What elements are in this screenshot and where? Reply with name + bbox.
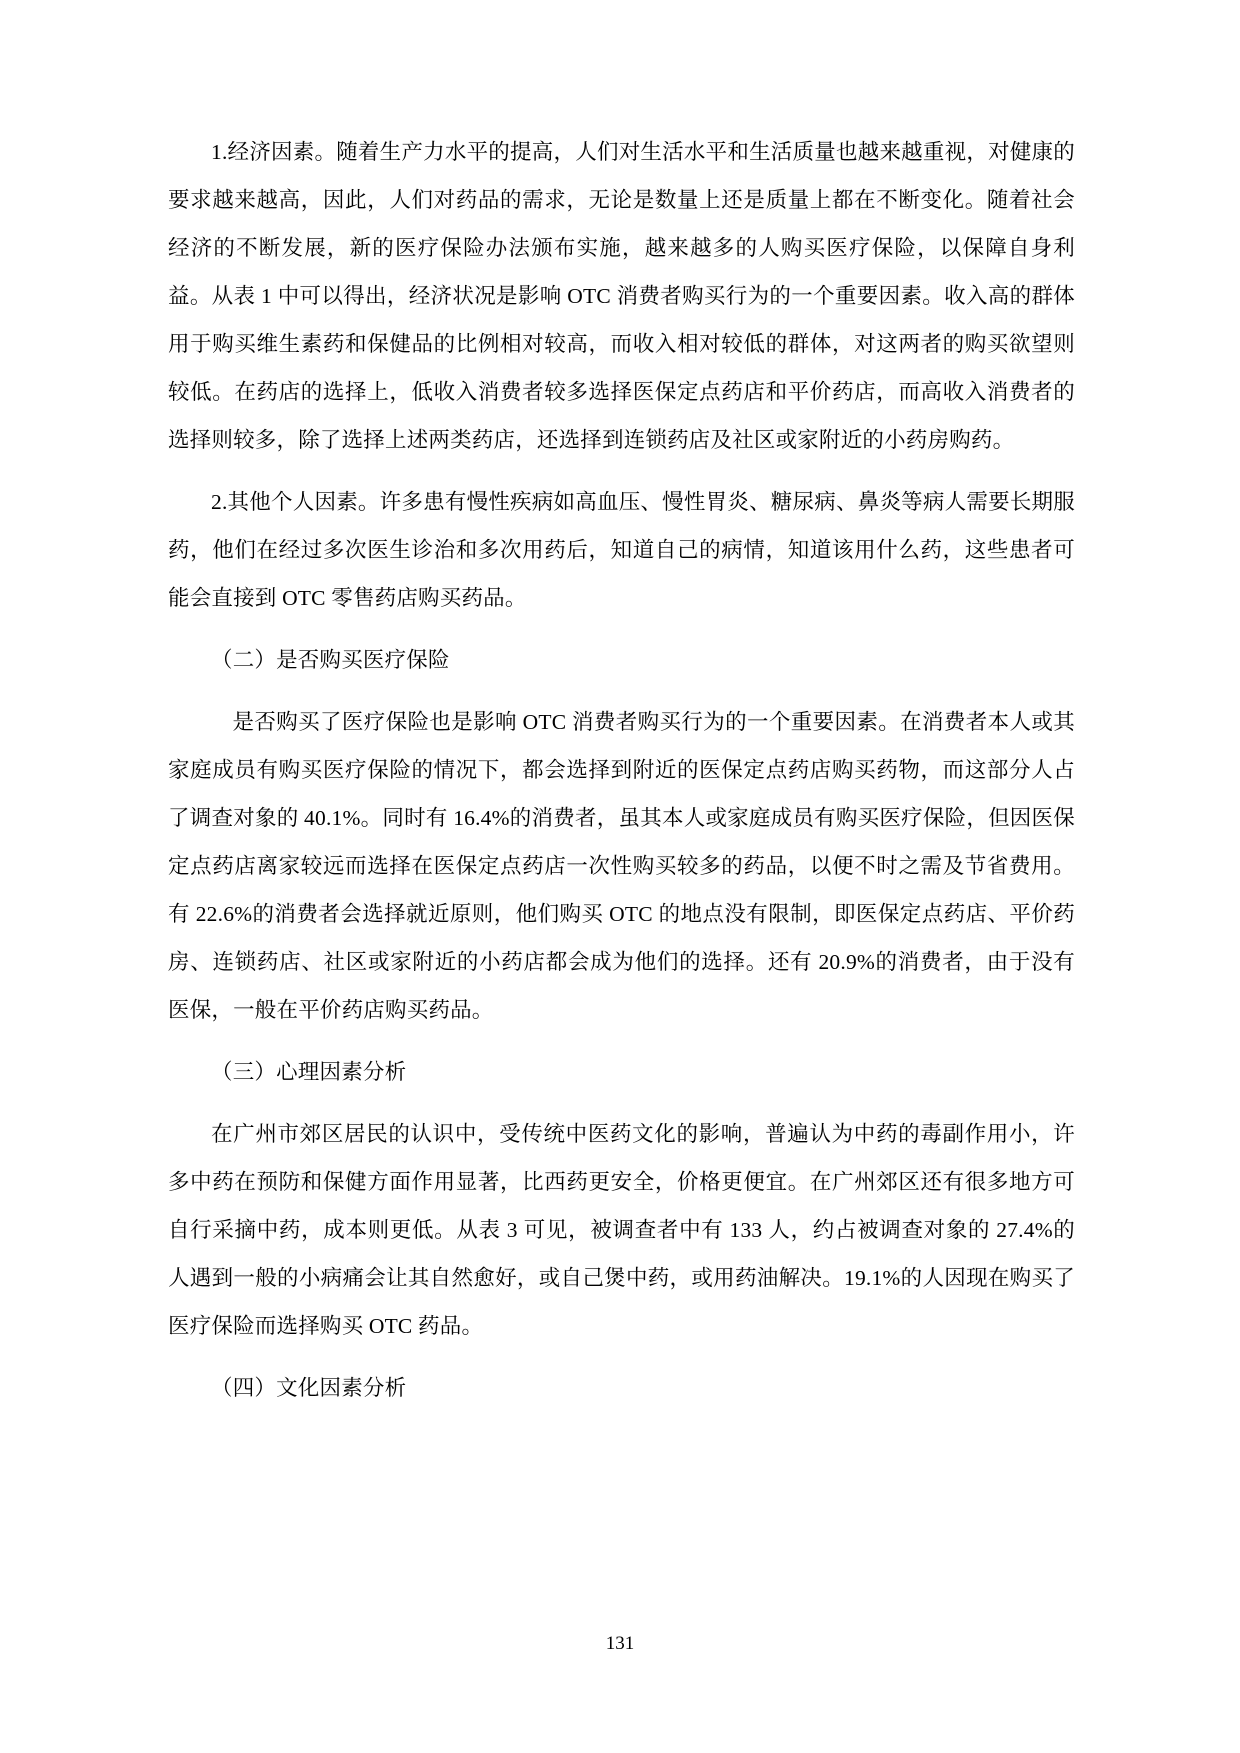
paragraph-psychological-analysis: 在广州市郊区居民的认识中，受传统中医药文化的影响，普遍认为中药的毒副作用小，许多中药在预防和保健方面作用显著，比西药更安全，价格更便宜。在广州郊区还有很多地方可自行采摘中药，成本则更低。从表 3 可见，被调查者中有 133 人，约占被调查对象的 27.4%的人遇到一般的小病痛会让其自然愈好，或自己煲中药，或用药油解决。19.1%的人因现在购买了医疗保险而选择购买 OTC 药品。 bbox=[168, 1122, 1075, 1338]
paragraph-economic-factors: 1.经济因素。随着生产力水平的提高，人们对生活水平和生活质量也越来越重视，对健康的要求越来越高，因此，人们对药品的需求，无论是数量上还是质量上都在不断变化。随着社会经济的不断发展，新的医疗保险办法颁布实施，越来越多的人购买医疗保险，以保障自身利益。从表 1 中可以得出，经济状况是影响 OTC 消费者购买行为的一个重要因素。收入高的群体用于购买维生素药和保健品的比例相对较高，而收入相对较低的群体，对这两者的购买欲望则较低。在药店的选择上，低收入消费者较多选择医保定点药店和平价药店，而高收入消费者的选择则较多，除了选择上述两类药店，还选择到连锁药店及社区或家附近的小药房购药。 bbox=[168, 140, 1075, 452]
heading-section-psychological: （三）心理因素分析 bbox=[211, 1060, 407, 1084]
paragraph-other-personal-factors: 2.其他个人因素。许多患有慢性疾病如高血压、慢性胃炎、糖尿病、鼻炎等病人需要长期服药，他们在经过多次医生诊治和多次用药后，知道自己的病情，知道该用什么药，这些患者可能会直接到 OTC 零售药店购买药品。 bbox=[168, 490, 1075, 610]
page-number: 131 bbox=[605, 1633, 635, 1654]
heading-section-cultural: （四）文化因素分析 bbox=[211, 1376, 407, 1400]
heading-section-insurance: （二）是否购买医疗保险 bbox=[211, 648, 450, 672]
paragraph-insurance-analysis: 是否购买了医疗保险也是影响 OTC 消费者购买行为的一个重要因素。在消费者本人或其家庭成员有购买医疗保险的情况下，都会选择到附近的医保定点药店购买药物，而这部分人占了调查对象的 40.1%。同时有 16.4%的消费者，虽其本人或家庭成员有购买医疗保险，但因医保定点药店离家较远而选择在医保定点药店一次性购买较多的药品，以便不时之需及节省费用。有 22.6%的消费者会选择就近原则，他们购买 OTC 的地点没有限制，即医保定点药店、平价药房、连锁药店、社区或家附近的小药店都会成为他们的选择。还有 20.9%的消费者，由于没有医保，一般在平价药店购买药品。 bbox=[168, 710, 1075, 1022]
page-content bbox=[168, 128, 1075, 1426]
